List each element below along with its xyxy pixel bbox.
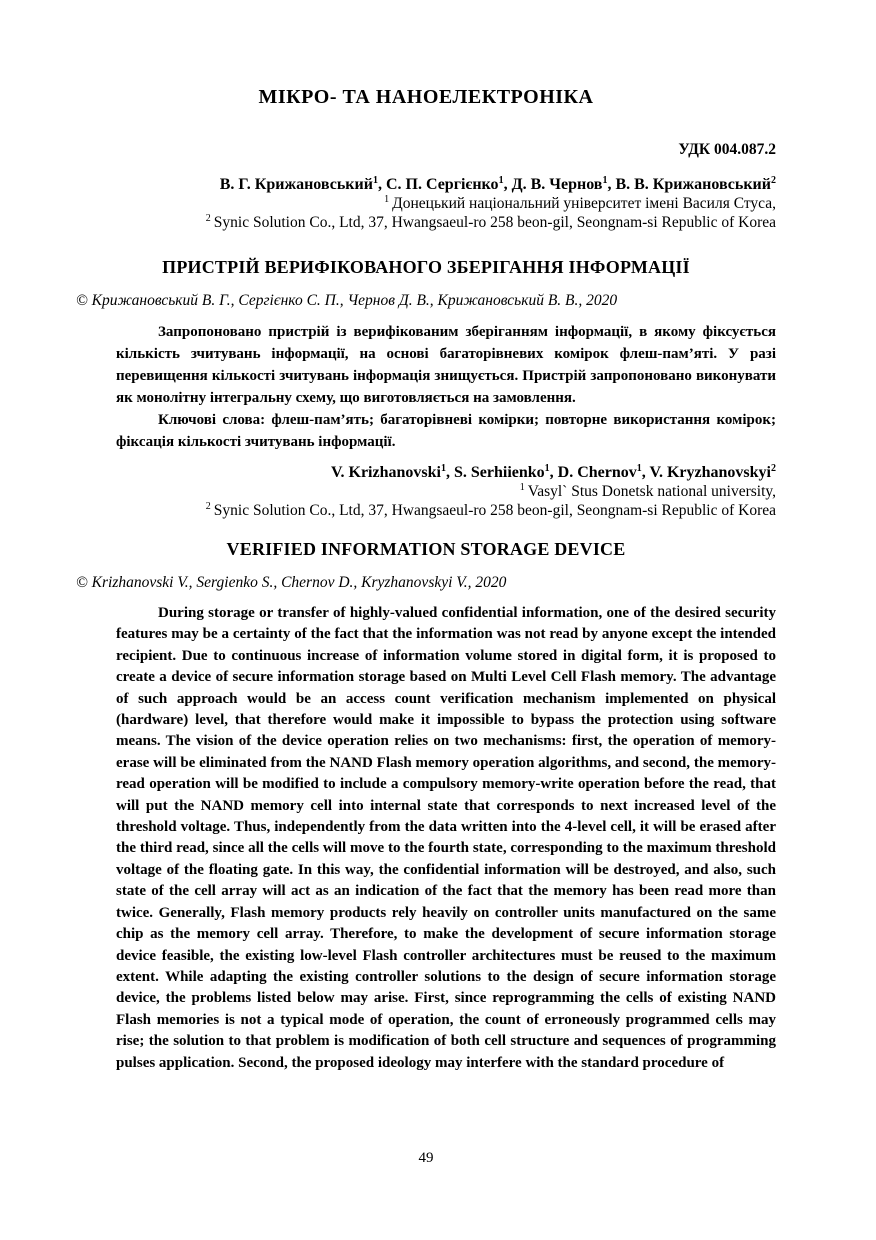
author-separator: , bbox=[607, 176, 616, 193]
author-name: С. П. Сергієнко bbox=[385, 176, 499, 193]
author-name: Д. В. Чернов bbox=[511, 176, 603, 193]
author-superscript: 1 bbox=[544, 463, 550, 474]
authors-ua-line bbox=[76, 175, 776, 195]
abstract-en bbox=[116, 603, 776, 1074]
affiliation-ua-2 bbox=[76, 214, 776, 233]
affiliation-text: Synic Solution Co., Ltd, 37, Hwangsaeul-ro 258 beon-gil, Seongnam-si Republic of Korea bbox=[213, 213, 776, 231]
abstract-en-text: During storage or transfer of highly-valued confidential information, one of the desired security features may be a certainty of the fact that the information was not read by anyone except the intended recipient. Due to continuous increase of information volume stored in digital form, it is proposed to create a device of secure information storage based on Multi Level Cell Flash memory. The advantage of such approach would be an access count verification mechanism implemented on physical (hardware) level, that therefore would make it impossible to bypass the protection using software means. The vision of the device operation relies on two mechanisms: first, the operation of memory-erase will be eliminated from the NAND Flash memory operation algorithms, and second, the memory-read operation will be modified to include a compulsory memory-write operation before the read, that will put the NAND memory cell into internal state that corresponds to next increased level of the threshold voltage. Thus, independently from the data written into the 4-level cell, it will be erased after the third read, since all the cells will move to the fourth state, corresponding to the maximum threshold voltage of the floating gate. In this way, the confidential information will be destroyed, and also, such state of the cell array will act as an indication of the fact that the memory has been read more than twice. Generally, Flash memory products rely heavily on controller units manufactured on the same chip as the memory cell array. Therefore, to make the development of secure information storage device feasible, the existing low-level Flash controller architectures must be reused to the maximum extent. While adapting the existing controller solutions to the design of secure information storage device, the problems listed below may arise. First, since reprogramming the cells of existing NAND Flash memories is not a typical mode of operation, the count of erroneously programmed cells may rise; the solution to that problem is modification of both cell structure and sequences of programming pulses application. Second, the proposed ideology may interfere with the standard procedure of bbox=[116, 605, 776, 1071]
author-superscript: 1 bbox=[602, 175, 608, 186]
author-superscript: 2 bbox=[771, 463, 776, 474]
author-superscript: 1 bbox=[636, 463, 642, 474]
author-separator: , bbox=[503, 176, 512, 193]
abstract-ua bbox=[116, 321, 776, 453]
article-title-ua: ПРИСТРІЙ ВЕРИФІКОВАНОГО ЗБЕРІГАННЯ ІНФОРМАЦІЇ bbox=[162, 257, 690, 277]
author-name: S. Serhiienko bbox=[453, 464, 545, 481]
author-name: D. Chernov bbox=[557, 464, 637, 481]
page-content bbox=[76, 0, 776, 1074]
author-separator: , bbox=[641, 464, 650, 481]
authors-block-en bbox=[76, 463, 776, 520]
copyright-en: © Krizhanovski V., Sergienko S., Chernov D., Kryzhanovskyi V., 2020 bbox=[76, 574, 507, 591]
affiliation-superscript: 2 bbox=[205, 500, 211, 512]
affiliation-superscript: 1 bbox=[384, 194, 390, 205]
abstract-ua-text: Запропоновано пристрій із верифікованим зберіганням інформації, в якому фіксується кількість зчитувань інформації, на основі багаторівневих комірок флеш-пам’яті. У разі перевищення кількості зчитувань інформація знищується. Пристрій запропоновано виконувати як монолітну інтегральну схему, що виготовляється на замовлення. bbox=[116, 324, 776, 406]
author-superscript: 1 bbox=[372, 175, 378, 186]
author-name: В. В. Крижановський bbox=[615, 176, 771, 193]
article-title-en: VERIFIED INFORMATION STORAGE DEVICE bbox=[226, 539, 626, 559]
udc-label: УДК 004.087.2 bbox=[678, 141, 776, 158]
affiliation-text: Донецький національний університет імені Василя Стуса, bbox=[392, 195, 776, 212]
affiliation-en-2 bbox=[76, 502, 776, 521]
affiliation-en-1 bbox=[76, 483, 776, 502]
author-superscript: 1 bbox=[440, 463, 446, 474]
copyright-ua: © Крижановський В. Г., Сергієнко С. П., Чернов Д. В., Крижановський В. В., 2020 bbox=[76, 292, 618, 309]
author-separator: , bbox=[377, 176, 386, 193]
author-separator: , bbox=[549, 464, 558, 481]
author-name: V. Krizhanovski bbox=[331, 464, 441, 481]
author-name: V. Kryzhanovskyi bbox=[649, 464, 771, 481]
journal-section-title: МІКРО- ТА НАНОЕЛЕКТРОНІКА bbox=[258, 86, 594, 108]
keywords-ua: Ключові слова: флеш-пам’ять; багаторівневі комірки; повторне використання комірок; фіксація кількості зчитувань інформації. bbox=[116, 412, 776, 450]
affiliation-ua-1 bbox=[76, 195, 776, 214]
affiliation-text: Vasyl` Stus Donetsk national university, bbox=[527, 483, 776, 500]
affiliation-text: Synic Solution Co., Ltd, 37, Hwangsaeul-ro 258 beon-gil, Seongnam-si Republic of Korea bbox=[213, 501, 776, 519]
author-superscript: 2 bbox=[771, 175, 776, 186]
author-separator: , bbox=[445, 464, 454, 481]
author-superscript: 1 bbox=[498, 175, 504, 186]
page-number: 49 bbox=[418, 1150, 434, 1166]
author-name: В. Г. Крижановський bbox=[219, 176, 373, 193]
authors-en-line bbox=[76, 463, 776, 483]
affiliation-superscript: 1 bbox=[519, 482, 525, 493]
affiliation-superscript: 2 bbox=[205, 212, 211, 224]
